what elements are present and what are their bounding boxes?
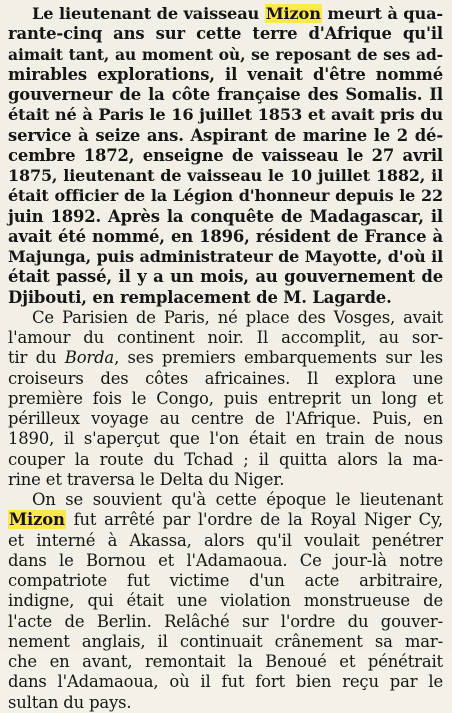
- text-line: Ce Parisien de Paris, né place des Vosges, avait: [32, 307, 443, 327]
- text-line: et interné à Akassa, alors qu'il voulait penétrer: [8, 530, 443, 550]
- text-line: périlleux voyage au centre de l'Afrique. Puis, en: [8, 409, 443, 428]
- text-line: première fois le Congo, puis entreprit un long et: [8, 388, 443, 408]
- text-line: cembre 1872, enseigne de vaisseau le 27 avril: [8, 145, 443, 165]
- paragraph-1: [8, 4, 443, 308]
- text-line: dans l'Adamaoua, où il fut fort bien reçu par le: [8, 672, 443, 692]
- paragraph-3: [8, 490, 443, 713]
- text-line: On se souvient qu'à cette époque le lieutenant: [32, 490, 443, 509]
- text-line: rante-cinq ans sur cette terre d'Afrique qu'il: [8, 24, 443, 44]
- line-text: Le lieutenant de vaisseau: [32, 4, 265, 23]
- text-line: nement anglais, il continuait crânement sa mar-: [8, 631, 443, 651]
- text-line: était passé, il y a un mois, au gouvernement de: [8, 267, 443, 287]
- text-line: aimait tant, au moment où, se reposant de ses ad-: [8, 44, 443, 64]
- line-text: , ses premiers embarquements sur les: [114, 348, 443, 368]
- text-line: était né à Paris le 16 juillet 1853 et avait pris du: [8, 105, 443, 125]
- text-line: rine et traversa le Delta du Niger.: [8, 469, 285, 489]
- text-line: 1890, il s'aperçut que l'on était en train de nous: [8, 429, 443, 449]
- text-line: Majunga, puis administrateur de Mayotte, d'où il: [8, 247, 443, 266]
- highlighted-name: Mizon: [265, 4, 321, 23]
- text-line: avait été nommé, en 1896, résident de France à: [8, 226, 443, 246]
- text-line: l'acte de Berlin. Relâché sur l'ordre du gouver-: [8, 611, 443, 631]
- text-line: couper la route du Tchad ; il quitta alors la ma-: [8, 449, 443, 469]
- text-line: gouverneur de la côte française des Somalis. Il: [8, 85, 443, 104]
- text-line: [8, 4, 443, 24]
- text-line: [8, 510, 443, 530]
- article-body: [8, 4, 443, 713]
- highlighted-name: Mizon: [9, 510, 65, 530]
- text-line: Djibouti, en remplacement de M. Lagarde.: [8, 287, 392, 307]
- line-text: fut arrêté par l'ordre de la Royal Niger Cy,: [65, 510, 443, 530]
- text-line: l'amour du continent noir. Il accomplit, au sor-: [8, 328, 443, 347]
- text-line: dans le Bornou et l'Adamaoua. Ce jour-là notre: [8, 550, 443, 570]
- line-text: tir du: [8, 348, 65, 368]
- text-line: compatriote fut victime d'un acte arbitraire,: [8, 571, 443, 590]
- text-line: 1875, lieutenant de vaisseau le 10 juillet 1882, il: [8, 166, 443, 185]
- ship-name: Borda: [64, 348, 115, 368]
- text-line: sultan du pays.: [8, 692, 132, 712]
- text-line: juin 1892. Après la conquête de Madagascar, il: [8, 206, 443, 226]
- line-text: meurt à qua-: [321, 4, 443, 23]
- text-line: croiseurs des côtes africaines. Il explora une: [8, 368, 443, 388]
- text-line: était officier de la Légion d'honneur depuis le 22: [8, 186, 443, 206]
- text-line: service à seize ans. Aspirant de marine le 2 dé-: [8, 125, 443, 145]
- paragraph-2: [8, 308, 443, 490]
- text-line: mirables explorations, il venait d'être nommé: [8, 64, 443, 84]
- text-line: che en avant, remontait la Benoué et pénétrait: [8, 652, 443, 671]
- text-line: indigne, qui était une violation monstrueuse de: [8, 591, 443, 611]
- text-line: [8, 348, 443, 368]
